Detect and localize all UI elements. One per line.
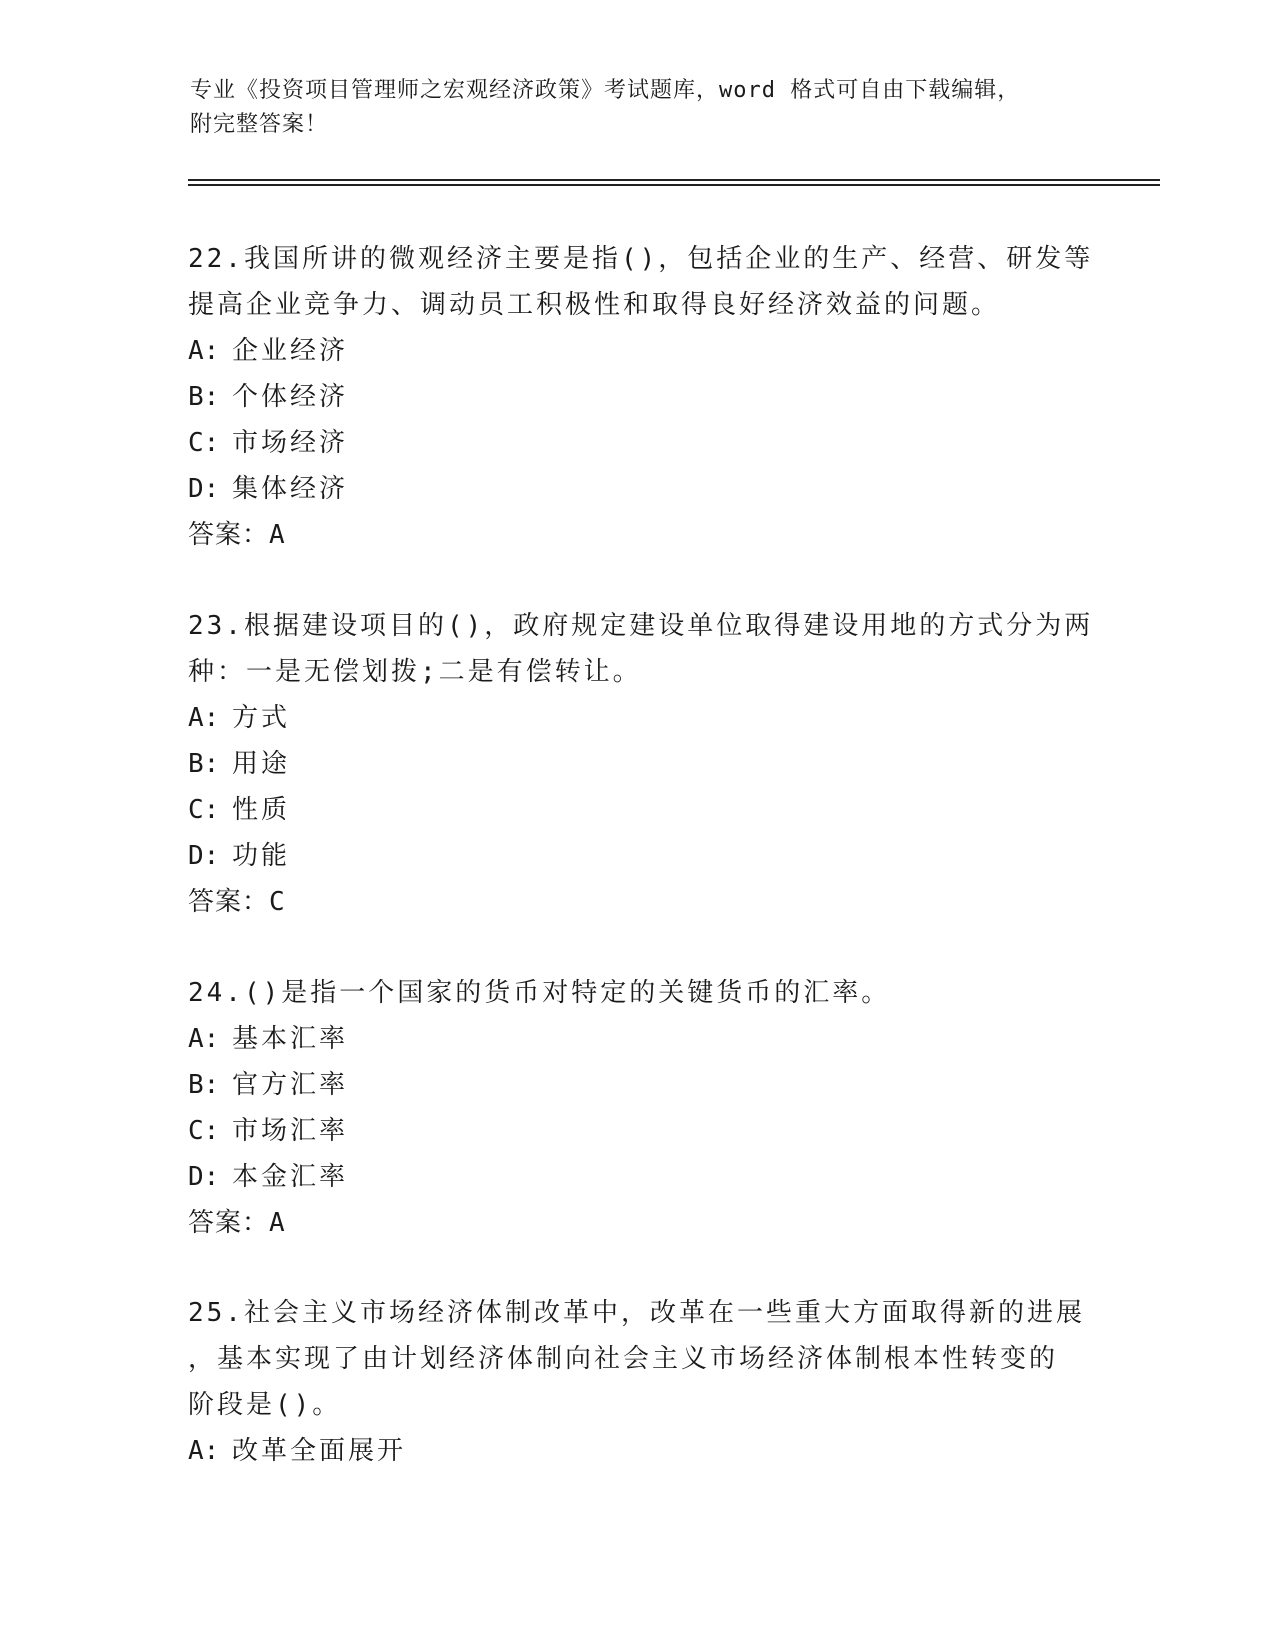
question-23 — [188, 603, 1094, 925]
question-stem-line: 种：一是无偿划拨;二是有偿转让。 — [188, 657, 642, 687]
option-text: 市场经济 — [232, 428, 349, 458]
header-line-2: 附完整答案！ — [190, 112, 329, 137]
option-b — [188, 374, 1088, 420]
option-c — [188, 420, 1088, 466]
option-key: B: — [188, 382, 220, 412]
answer-line — [188, 879, 1088, 925]
option-a — [188, 1016, 1088, 1062]
answer-line — [188, 512, 1088, 558]
answer-label: 答案： — [188, 887, 270, 917]
option-key: A: — [188, 703, 220, 733]
question-stem-line: 阶段是()。 — [188, 1390, 342, 1420]
option-b — [188, 1062, 1088, 1108]
option-text: 集体经济 — [232, 474, 349, 504]
answer-label: 答案： — [188, 520, 270, 550]
option-key: A: — [188, 1024, 220, 1054]
answer-label: 答案： — [188, 1208, 270, 1238]
question-24 — [188, 970, 1088, 1246]
option-text: 用途 — [232, 749, 291, 779]
option-c — [188, 787, 1088, 833]
question-stem-line: 23.根据建设项目的()，政府规定建设单位取得建设用地的方式分为两 — [188, 611, 1094, 641]
option-text: 市场汇率 — [232, 1116, 349, 1146]
option-key: D: — [188, 474, 220, 504]
question-stem-line: 24.()是指一个国家的货币对特定的关键货币的汇率。 — [188, 978, 891, 1008]
option-text: 基本汇率 — [232, 1024, 349, 1054]
option-key: A: — [188, 336, 220, 366]
question-stem-line: 提高企业竞争力、调动员工积极性和取得良好经济效益的问题。 — [188, 290, 1001, 320]
header-divider-bottom — [188, 184, 1160, 186]
header-divider-top — [188, 179, 1160, 181]
option-text: 本金汇率 — [232, 1162, 349, 1192]
option-d — [188, 466, 1088, 512]
answer-value: A — [269, 1208, 286, 1238]
header-line-1: 专业《投资项目管理师之宏观经济政策》考试题库，word 格式可自由下载编辑， — [190, 78, 1021, 103]
option-d — [188, 1154, 1088, 1200]
option-text: 方式 — [232, 703, 291, 733]
option-key: D: — [188, 1162, 220, 1192]
document-header — [190, 74, 1090, 142]
option-d — [188, 833, 1088, 879]
option-text: 企业经济 — [232, 336, 349, 366]
question-stem-line: ，基本实现了由计划经济体制向社会主义市场经济体制根本性转变的 — [188, 1344, 1059, 1374]
option-key: B: — [188, 749, 220, 779]
option-a — [188, 1428, 1088, 1474]
option-c — [188, 1108, 1088, 1154]
option-key: A: — [188, 1436, 220, 1466]
option-text: 改革全面展开 — [232, 1436, 407, 1466]
option-key: C: — [188, 1116, 220, 1146]
option-text: 个体经济 — [232, 382, 349, 412]
question-stem-line: 25.社会主义市场经济体制改革中，改革在一些重大方面取得新的进展 — [188, 1298, 1085, 1328]
question-25 — [188, 1290, 1088, 1474]
option-key: B: — [188, 1070, 220, 1100]
answer-value: A — [269, 520, 286, 550]
option-text: 功能 — [232, 841, 291, 871]
question-stem-line: 22.我国所讲的微观经济主要是指()，包括企业的生产、经营、研发等 — [188, 244, 1094, 274]
option-text: 官方汇率 — [232, 1070, 349, 1100]
option-key: D: — [188, 841, 220, 871]
option-a — [188, 328, 1088, 374]
option-text: 性质 — [232, 795, 291, 825]
answer-value: C — [269, 887, 286, 917]
option-key: C: — [188, 428, 220, 458]
option-a — [188, 695, 1088, 741]
option-b — [188, 741, 1088, 787]
answer-line — [188, 1200, 1088, 1246]
option-key: C: — [188, 795, 220, 825]
question-22 — [188, 236, 1094, 558]
